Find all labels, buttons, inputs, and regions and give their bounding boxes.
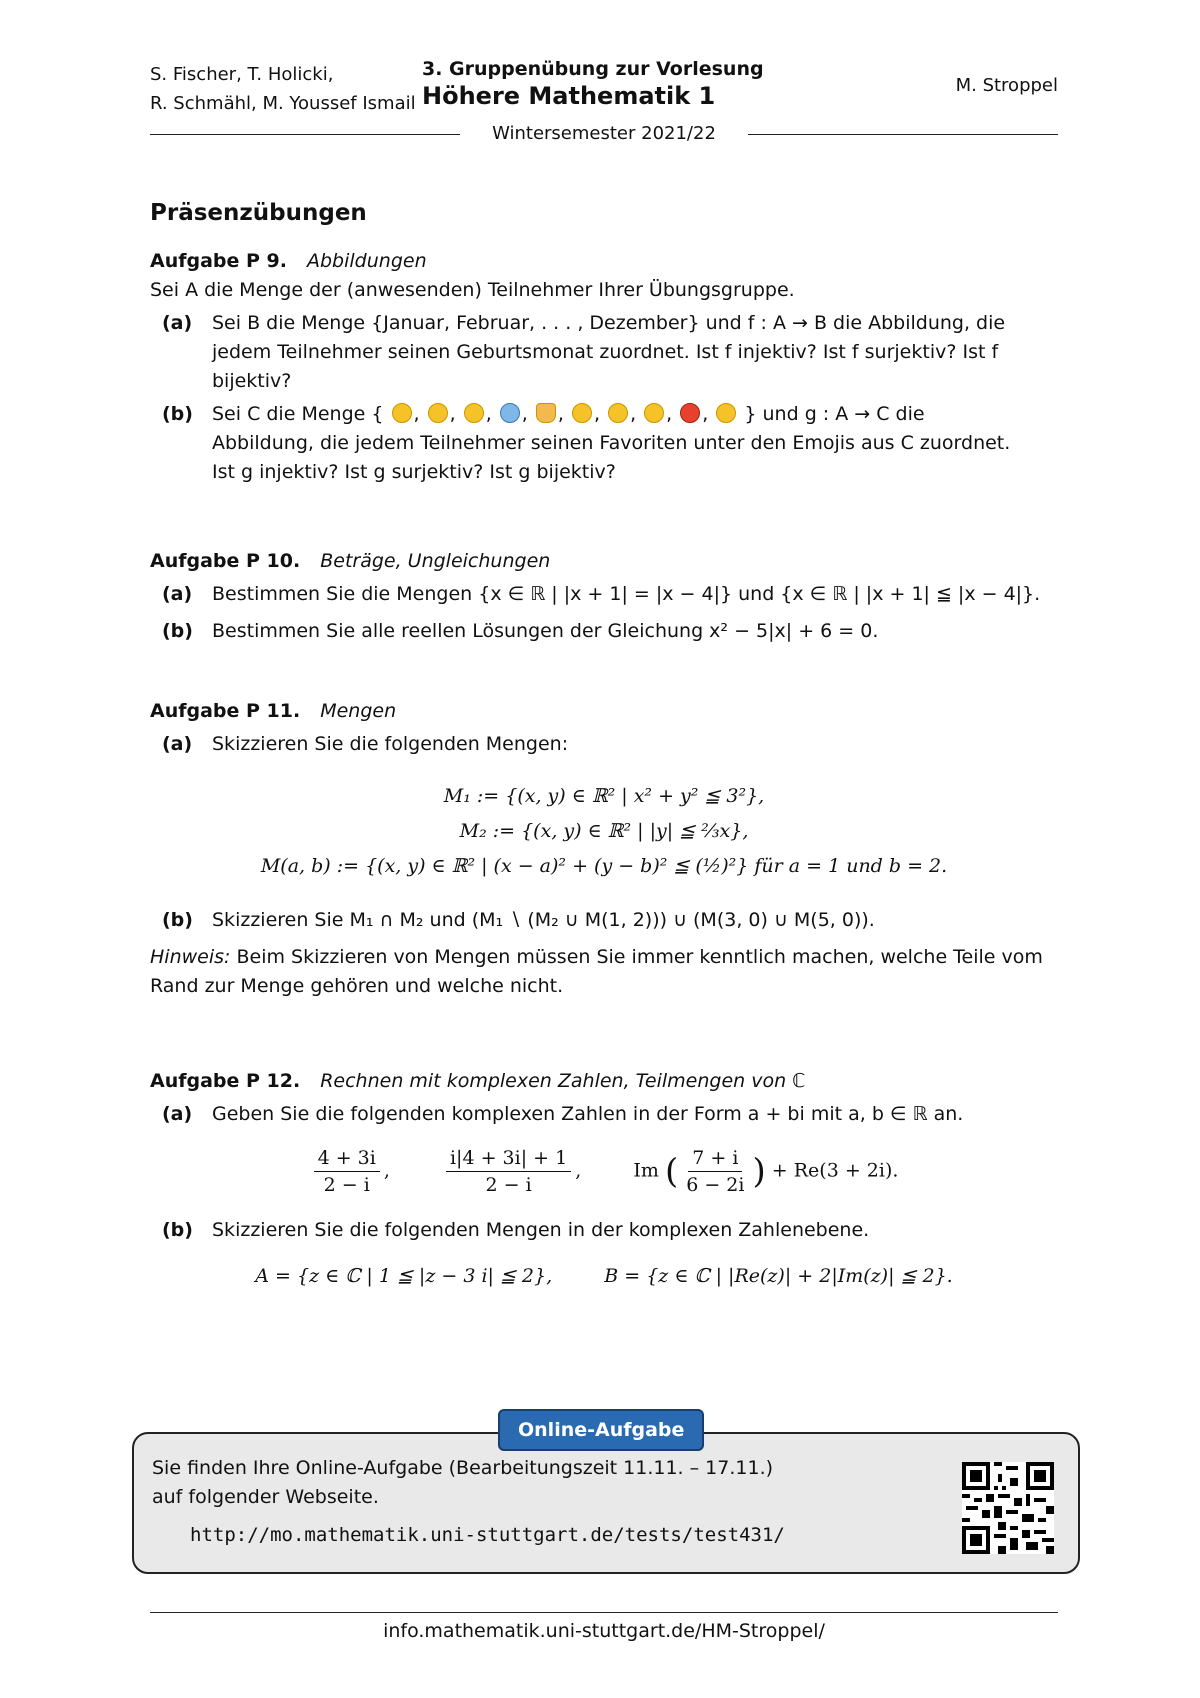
subtask-text-line2: Abbildung, die jedem Teilnehmer seinen Favoriten unter den Emojis aus C zuordnet. [212, 432, 1011, 454]
online-text-line1: Sie finden Ihre Online-Aufgabe (Bearbeitungszeit 11.11. – 17.11.) [152, 1457, 774, 1479]
formula-m2: M₂ := {(x, y) ∈ ℝ² | |y| ≦ ⅔x}, [459, 820, 749, 842]
task-p12 [150, 1070, 1058, 1294]
subtask-a [150, 730, 1058, 759]
kissing-face-icon [572, 403, 592, 423]
task-p11 [150, 700, 1058, 1001]
im-label: Im [633, 1159, 659, 1182]
task-heading [150, 250, 1058, 272]
task-topic: Beträge, Ungleichungen [320, 550, 551, 572]
re-part: + Re(3 + 2i). [771, 1159, 899, 1182]
subtask-text: Bestimmen Sie die Mengen {x ∈ ℝ | |x + 1| = |x − 4|} und {x ∈ ℝ | |x + 1| ≦ |x − 4|}. [212, 583, 1041, 605]
subtask-b [150, 1216, 1058, 1245]
sets-ab [150, 1259, 1058, 1294]
fraction-3: $\frac{7 + i}{6 - 2i}$ [686, 1147, 745, 1196]
complex-expressions: $\frac{4 + 3i}{2 - i}$ , $\frac{i|4 + 3i| + 1}{2 - i}$ , Im ( $\frac{7 + i}{6 - 2i}$ ) + Re(3 + 2i). [150, 1145, 1058, 1198]
task-heading [150, 1070, 1058, 1092]
thinking-face-icon [644, 403, 664, 423]
course-title [422, 58, 764, 110]
task-topic: Mengen [320, 700, 397, 722]
subtask-b [150, 906, 1058, 935]
grinning-face-icon [716, 403, 736, 423]
task-p9 [150, 250, 1058, 487]
task-label: Aufgabe P 10. [150, 550, 301, 572]
subtask-text-line3: Ist g injektiv? Ist g surjektiv? Ist g bijektiv? [212, 461, 616, 483]
subtask-text-line1: Sei B die Menge {Januar, Februar, . . . , Dezember} und f : A → B die Abbildung, die [212, 312, 1006, 334]
hint-label: Hinweis: [150, 946, 231, 968]
subtask-a [150, 1100, 1058, 1129]
course-line1: 3. Gruppenübung zur Vorlesung [422, 58, 764, 80]
hugging-face-icon [428, 403, 448, 423]
folded-hands-icon [536, 403, 556, 423]
online-text [152, 1454, 773, 1512]
formula-block [150, 779, 1058, 884]
hint-text-line2: Rand zur Menge gehören und welche nicht. [150, 975, 564, 997]
subtask-text: Skizzieren Sie die folgenden Mengen in der komplexen Zahlenebene. [212, 1219, 870, 1241]
set-b: B = {z ∈ ℂ | |Re(z)| + 2|Im(z)| ≦ 2}. [604, 1265, 953, 1287]
subtask-b [150, 617, 1058, 646]
semester: Wintersemester 2021/22 [492, 123, 716, 144]
online-task-link[interactable]: http://mo.mathematik.uni-stuttgart.de/tests/test431/ [190, 1524, 785, 1546]
text-post: } und g : A → C die [744, 403, 925, 425]
task-intro: Sei A die Menge der (anwesenden) Teilnehmer Ihrer Übungsgruppe. [150, 279, 795, 301]
subtask-label: (a) [162, 583, 193, 605]
subtask-text: Skizzieren Sie M₁ ∩ M₂ und (M₁ ∖ (M₂ ∪ M(1, 2))) ∪ (M(3, 0) ∪ M(5, 0)). [212, 909, 875, 931]
set-a: A = {z ∈ ℂ | 1 ≦ |z − 3 i| ≦ 2}, [255, 1265, 553, 1287]
hint [150, 943, 1058, 972]
smiling-face-icon [392, 403, 412, 423]
online-task-box [132, 1432, 1080, 1574]
subtask-label: (b) [162, 1219, 193, 1241]
task-topic: Abbildungen [307, 250, 427, 272]
formula-m1: M₁ := {(x, y) ∈ ℝ² | x² + y² ≦ 3²}, [443, 785, 765, 807]
task-label: Aufgabe P 11. [150, 700, 301, 722]
subtask-label: (b) [162, 403, 193, 425]
winking-face-icon [464, 403, 484, 423]
subtask-text: Bestimmen Sie alle reellen Lösungen der Gleichung x² − 5|x| + 6 = 0. [212, 620, 879, 642]
course-line2: Höhere Mathematik 1 [422, 82, 716, 110]
subtask-text-line3: bijektiv? [212, 370, 292, 392]
subtask-label: (b) [162, 909, 193, 931]
task-topic: Rechnen mit komplexen Zahlen, Teilmengen von ℂ [320, 1070, 806, 1092]
online-task-tag: Online-Aufgabe [498, 1409, 704, 1451]
subtask-a [150, 580, 1058, 609]
tears-of-joy-face-icon [608, 403, 628, 423]
subtask-label: (b) [162, 620, 193, 642]
fraction-2: $\frac{i|4 + 3i| + 1}{2 - i}$ [446, 1145, 571, 1198]
task-label: Aufgabe P 9. [150, 250, 287, 272]
subtask-text-line1: Sei C die Menge { , , , , , , , , , } und g : A → C die [212, 403, 925, 425]
qr-code-icon[interactable] [962, 1462, 1054, 1554]
formula-mab: M(a, b) := {(x, y) ∈ ℝ² | (x − a)² + (y − b)² ≦ (½)²} für a = 1 und b = 2. [260, 855, 948, 877]
task-heading [150, 550, 1058, 572]
subtask-a [150, 309, 1058, 396]
page-header [150, 58, 1058, 158]
subtask-label: (a) [162, 312, 193, 334]
authors-line1: S. Fischer, T. Holicki, [150, 64, 334, 85]
subtask-label: (a) [162, 1103, 193, 1125]
subtask-text: Skizzieren Sie die folgenden Mengen: [212, 733, 569, 755]
subtask-b [150, 400, 1058, 487]
fraction-1: $\frac{4 + 3i}{2 - i}$ [314, 1145, 380, 1198]
subtask-label: (a) [162, 733, 193, 755]
authors-line2: R. Schmähl, M. Youssef Ismail [150, 93, 416, 114]
authors [150, 60, 416, 118]
task-p10 [150, 550, 1058, 646]
online-text-line2: auf folgender Webseite. [152, 1486, 379, 1508]
lecturer: M. Stroppel [955, 75, 1058, 96]
footer-rule [150, 1612, 1058, 1613]
screaming-face-icon [500, 403, 520, 423]
hint-text-line1: Beim Skizzieren von Mengen müssen Sie immer kenntlich machen, welche Teile vom [236, 946, 1043, 968]
section-title: Präsenzübungen [150, 200, 367, 226]
task-heading [150, 700, 1058, 722]
task-label: Aufgabe P 12. [150, 1070, 301, 1092]
subtask-text-line2: jedem Teilnehmer seinen Geburtsmonat zuordnet. Ist f injektiv? Ist f surjektiv? Ist f [212, 341, 999, 363]
footer-link[interactable]: info.mathematik.uni-stuttgart.de/HM-Stroppel/ [383, 1620, 825, 1642]
text-pre: Sei C die Menge { [212, 403, 384, 425]
subtask-text: Geben Sie die folgenden komplexen Zahlen in der Form a + bi mit a, b ∈ ℝ an. [212, 1103, 964, 1125]
heart-eyes-face-icon [680, 403, 700, 423]
